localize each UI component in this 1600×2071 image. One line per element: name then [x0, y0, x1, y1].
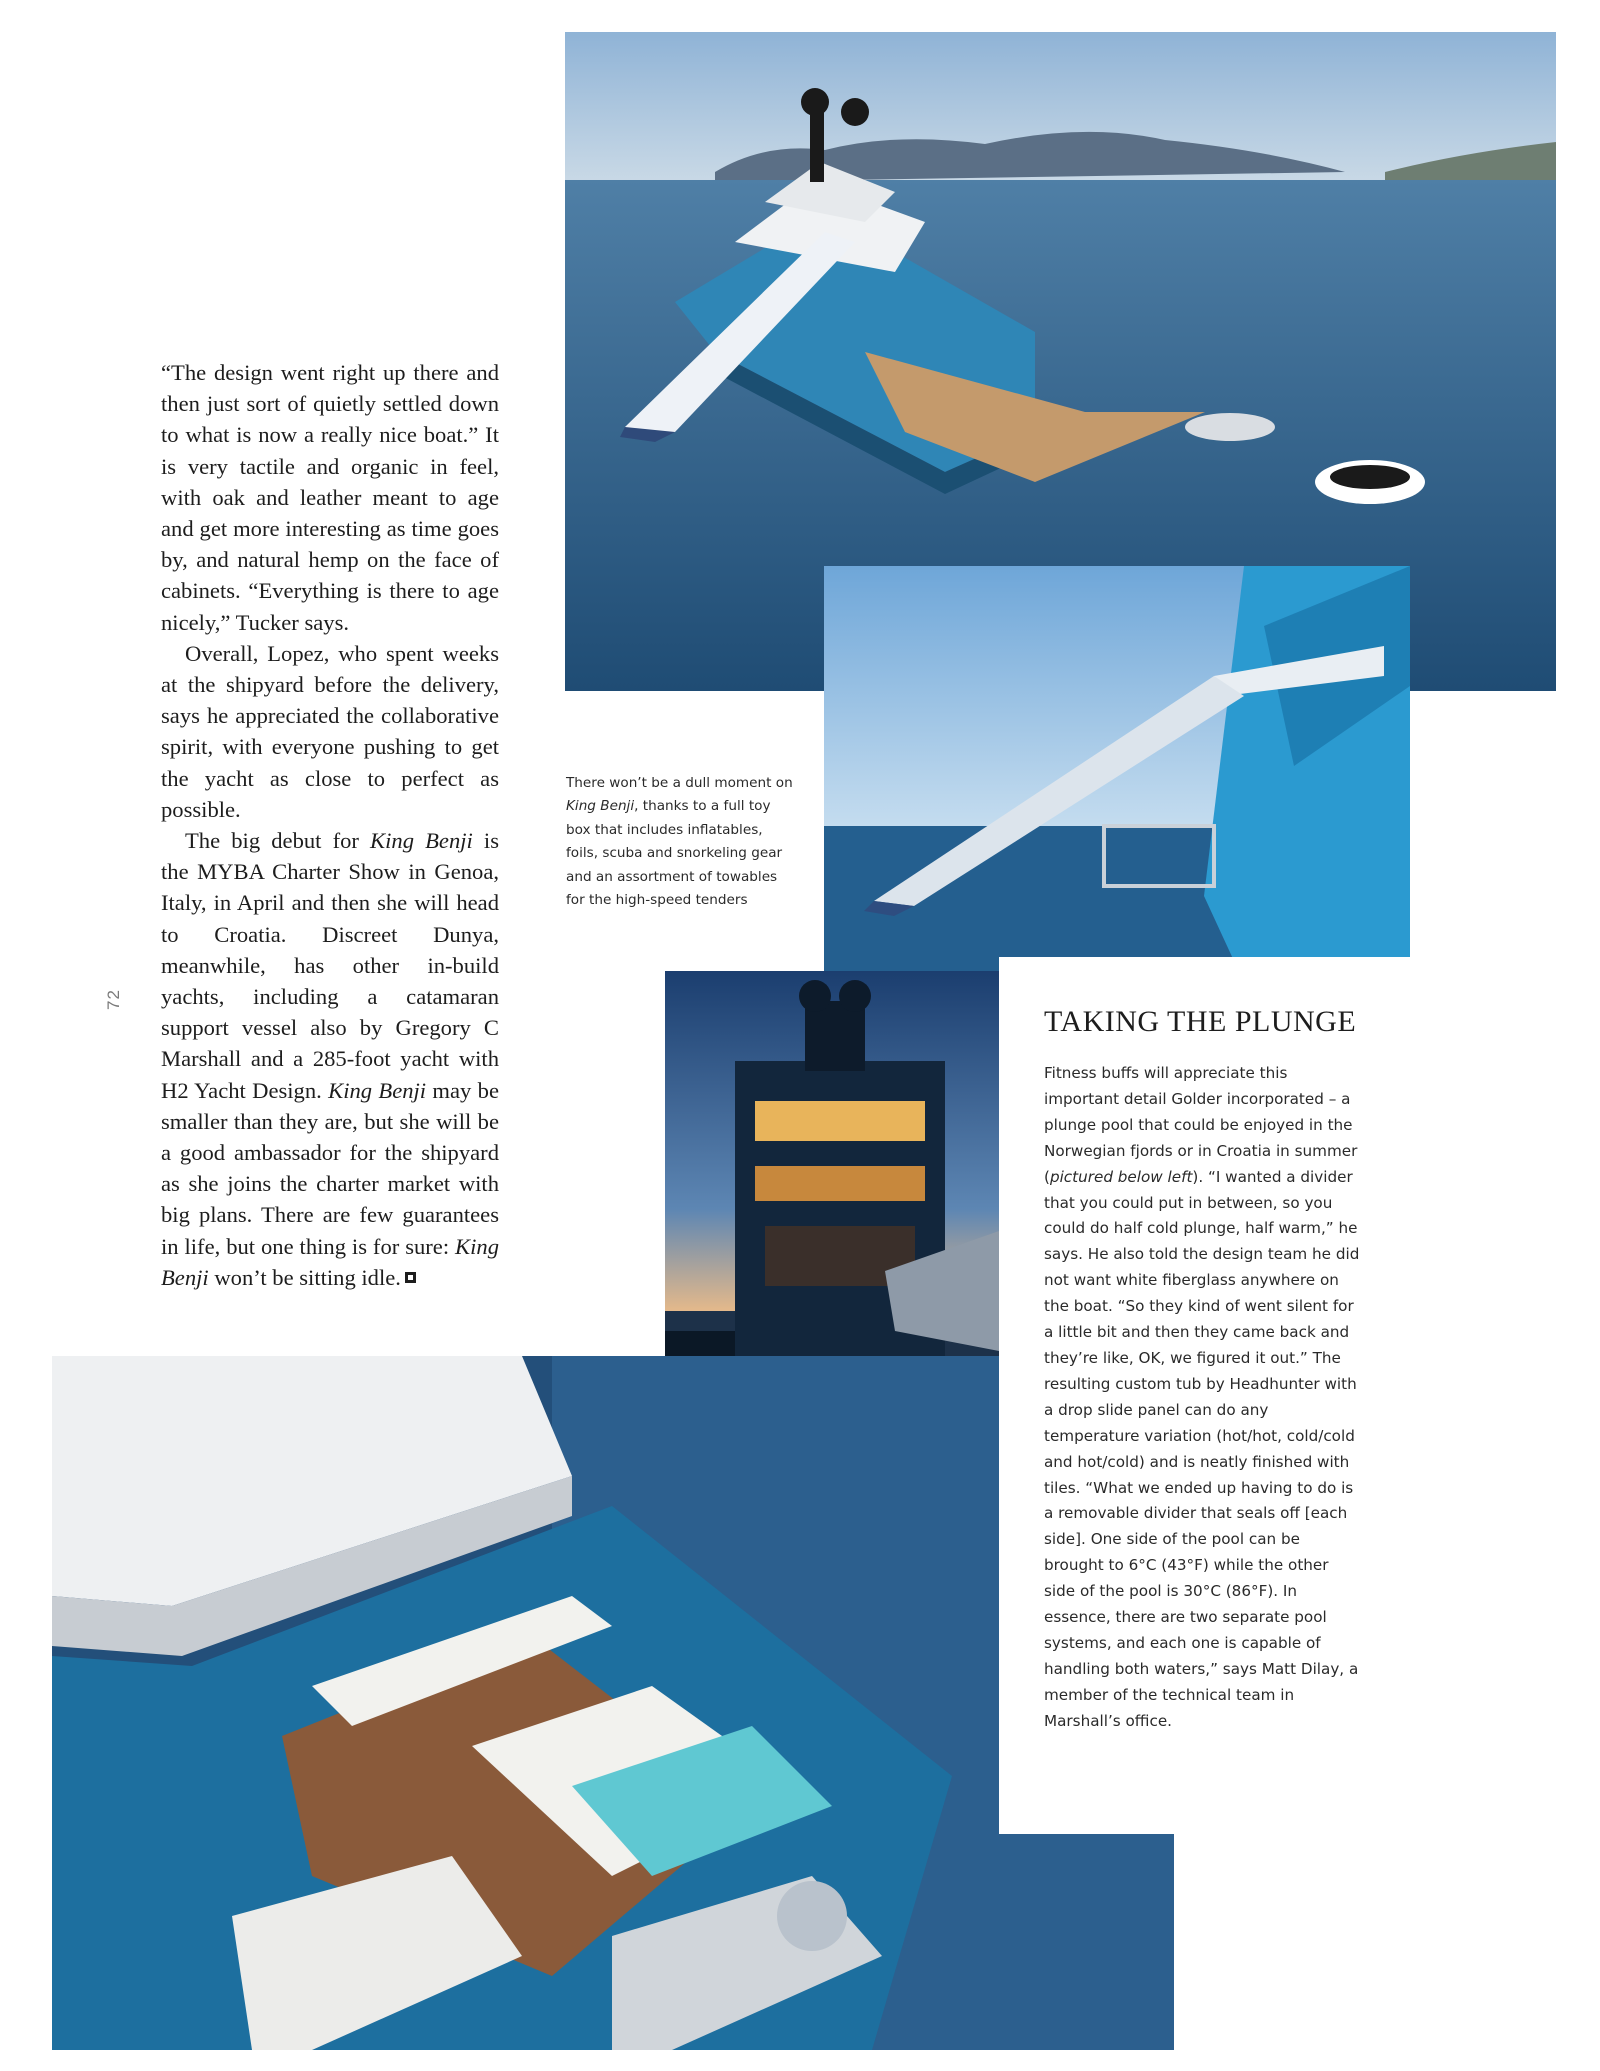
- sidebar-title: TAKING THE PLUNGE: [1044, 1005, 1357, 1038]
- page-number: 72: [104, 989, 123, 1010]
- sidebar-body: [1044, 1061, 1362, 1735]
- photo-caption: There won’t be a dull moment on King Benji, thanks to a full toy box that includes inflatables, foils, scuba and snorkeling gear and an assortment of towables for the high-speed tenders: [566, 775, 793, 909]
- body-paragraph-3: The big debut for King Benji is the MYBA Charter Show in Genoa, Italy, in April and then she will head to Croatia. Discreet Dunya, meanwhile, has other in-build yachts, including a catamaran support vessel also by Gregory C Marshall and a 285-foot yacht with H2 Yacht Design. King Benji may be smaller than they are, but she will be a good ambassador for the shipyard as she joins the charter market with big plans. There are few guarantees in life, but one thing is for sure: King Benji won’t be sitting idle.: [161, 828, 499, 1290]
- body-paragraph-1: “The design went right up there and then just sort of quietly settled down to what is now a really nice boat.” It is very tactile and organic in feel, with oak and leather meant to age and get more interesting as time goes by, and natural hemp on the face of cabinets. “Everything is there to age nicely,” Tucker says.: [161, 360, 499, 635]
- end-of-article-icon: [405, 1272, 416, 1283]
- article-body: [161, 357, 499, 1293]
- sidebar-paragraph: Fitness buffs will appreciate this important detail Golder incorporated – a plunge pool that could be enjoyed in the Norwegian fjords or in Croatia in summer (pictured below left). “I wanted a divider that you could put in between, so you could do half cold plunge, half warm,” he says. He also told the design team he did not want white fiberglass anywhere on the boat. “So they kind of went silent for a little bit and then they came back and they’re like, OK, we figured it out.” The resulting custom tub by Headhunter with a drop slide panel can do any temperature variation (hot/hot, cold/cold and hot/cold) and is neatly finished with tiles. “What we ended up having to do is a removable divider that seals off [each side]. One side of the pool can be brought to 6°C (43°F) while the other side of the pool is 30°C (86°F). In essence, there are two separate pool systems, and each one is capable of handling both waters,” says Matt Dilay, a member of the technical team in Marshall’s office.: [1044, 1064, 1360, 1730]
- body-paragraph-2: Overall, Lopez, who spent weeks at the shipyard before the delivery, says he appreciated the collaborative spirit, with everyone pushing to get the yacht as close to perfect as possible.: [161, 640, 499, 822]
